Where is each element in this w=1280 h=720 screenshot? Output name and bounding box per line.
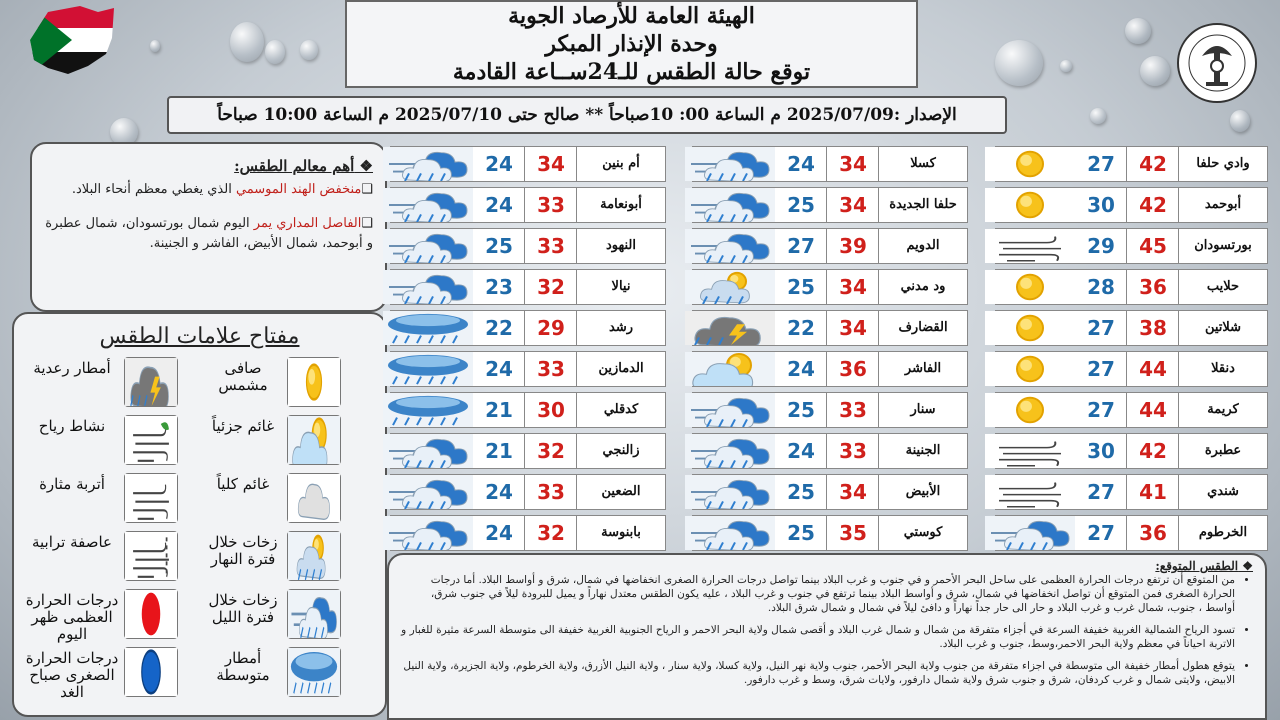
blowing-dust-icon (985, 475, 1075, 509)
expected-title: ❖ الطقس المتوقع: (1155, 559, 1253, 573)
station-row (390, 228, 666, 264)
max-temp: 33 (524, 229, 577, 263)
thunderstorm-icon (124, 357, 178, 407)
sun-icon (985, 311, 1075, 345)
station-name: رشد (576, 311, 665, 345)
station-name: شلاتين (1178, 311, 1267, 345)
max-temp: 36 (826, 352, 879, 386)
key-item-label: صافى مشمس (218, 359, 268, 394)
max-temp: 32 (524, 270, 577, 304)
min-temp: 27 (774, 229, 827, 263)
min-temp: 30 (1074, 188, 1127, 222)
key-item-label: درجات الحرارة الصغرى صباح الغد (25, 649, 119, 701)
header-line3: توقع حالة الطقس للـ24ســاعة القادمة (452, 59, 811, 85)
max-temp: 42 (1126, 147, 1179, 181)
header-title-box (345, 0, 918, 88)
station-row (995, 392, 1268, 428)
feature-item-2: ❑الفاصل المداري يمر اليوم شمال بورتسودان، شمال عطبرة و أبوحمد، شمال الأبيض، الفاشر و الجنينة. (45, 216, 373, 251)
station-row (390, 310, 666, 346)
station-name: أم بنين (576, 147, 665, 181)
station-name: حلفا الجديدة (878, 188, 967, 222)
max-temp: 42 (1126, 434, 1179, 468)
max-temp: 34 (826, 475, 879, 509)
max-temp: 33 (524, 188, 577, 222)
night-showers-icon (383, 270, 473, 304)
night-showers-icon (685, 229, 775, 263)
key-item-label: زخات خلال فترة النهار (208, 533, 278, 568)
key-item-label: غائم جزئياً (211, 417, 275, 435)
night-showers-icon (383, 434, 473, 468)
station-name: بورتسودان (1178, 229, 1267, 263)
sun-icon (985, 352, 1075, 386)
night-showers-icon (685, 434, 775, 468)
min-temp: 25 (774, 475, 827, 509)
blowing-dust-icon (985, 229, 1075, 263)
night-showers-icon (685, 516, 775, 550)
wind-icon (124, 415, 178, 465)
meteorological-authority-logo (1176, 22, 1258, 104)
min-temp: 27 (1074, 352, 1127, 386)
max-temp: 34 (826, 311, 879, 345)
station-row (390, 433, 666, 469)
min-temp: 27 (1074, 311, 1127, 345)
min-temp: 25 (774, 188, 827, 222)
min-temp: 21 (472, 434, 525, 468)
key-item-label: زخات خلال فترة الليل (208, 591, 278, 626)
station-name: كسلا (878, 147, 967, 181)
max-temp: 45 (1126, 229, 1179, 263)
min-temp: 27 (1074, 516, 1127, 550)
station-row (995, 515, 1268, 551)
key-item-label: نشاط رياح (38, 417, 106, 435)
station-name: سنار (878, 393, 967, 427)
key-item (199, 586, 374, 644)
header-line1: الهيئة العامة للأرصاد الجوية (508, 3, 755, 29)
key-item (20, 470, 195, 528)
min-temp: 25 (774, 270, 827, 304)
min-temp: 29 (1074, 229, 1127, 263)
station-name: الدمازين (576, 352, 665, 386)
station-row (995, 269, 1268, 305)
min-temp-icon (124, 647, 178, 697)
station-row (995, 146, 1268, 182)
key-item (199, 644, 374, 702)
station-row (995, 474, 1268, 510)
night-showers-icon (383, 516, 473, 550)
station-name: الضعين (576, 475, 665, 509)
key-title: مفتاح علامات الطقس (99, 324, 300, 349)
station-row (692, 392, 968, 428)
max-temp: 42 (1126, 188, 1179, 222)
key-item-label: عاصفة ترابية (31, 533, 113, 551)
min-temp: 28 (1074, 270, 1127, 304)
max-temp: 34 (524, 147, 577, 181)
sun-icon (985, 270, 1075, 304)
night-showers-icon (685, 393, 775, 427)
station-row (692, 515, 968, 551)
weather-features-panel (30, 142, 387, 312)
max-temp: 35 (826, 516, 879, 550)
max-temp: 32 (524, 434, 577, 468)
station-row (692, 146, 968, 182)
station-name: نيالا (576, 270, 665, 304)
min-temp: 24 (774, 434, 827, 468)
sun-icon (985, 147, 1075, 181)
min-temp: 24 (472, 475, 525, 509)
key-item-label: أمطار متوسطة (216, 649, 270, 684)
min-temp: 30 (1074, 434, 1127, 468)
expected-weather-panel (387, 553, 1267, 720)
station-row (390, 269, 666, 305)
expected-temperature: • من المتوقع أن ترتفع درجات الحرارة العظمى على ساحل البحر الأحمر و في جنوب و غرب البلاد بينما تواصل درجات الحرارة الصغرى انخفاضها في شمال، شرق و أواسط البلاد. أما درجات الحرارة الصغرى فمن المتوقع أن تواصل انخفاضها في شمال، شرق و أواسط البلاد بينما ترتفع في جنوب و غرب البلاد ، عليه يكون الطقس معتدل نهاراً و يميل للبرودة ليلاً في جنوب شرق، أواسط ، جنوب، شمال غرب و غرب البلاد و حار الى حار جداً نهاراً و دافئ ليلاً في شمال و شمال شرق البلاد. (401, 573, 1235, 615)
min-temp: 22 (774, 311, 827, 345)
station-name: عطبرة (1178, 434, 1267, 468)
night-showers-icon (383, 147, 473, 181)
min-temp: 24 (472, 352, 525, 386)
key-item-label: درجات الحرارة العظمى ظهر اليوم (25, 591, 119, 643)
station-row (390, 187, 666, 223)
station-row (390, 146, 666, 182)
station-row (692, 187, 968, 223)
station-name: القضارف (878, 311, 967, 345)
station-row (390, 515, 666, 551)
station-row (692, 351, 968, 387)
moderate-rain-icon (287, 647, 341, 697)
key-item (20, 528, 195, 586)
station-row (390, 351, 666, 387)
station-row (390, 474, 666, 510)
weather-key-panel (12, 312, 387, 717)
max-temp: 39 (826, 229, 879, 263)
station-name: حلايب (1178, 270, 1267, 304)
station-row (995, 310, 1268, 346)
station-name: شندي (1178, 475, 1267, 509)
moderate-rain-icon (383, 393, 473, 427)
cloudy-icon (287, 473, 341, 523)
station-name: زالنجي (576, 434, 665, 468)
key-item (199, 470, 374, 528)
station-row (995, 187, 1268, 223)
sudan-flag-icon (28, 4, 118, 76)
max-temp: 36 (1126, 516, 1179, 550)
key-item (199, 528, 374, 586)
min-temp: 24 (472, 516, 525, 550)
night-showers-icon (685, 147, 775, 181)
max-temp: 33 (826, 434, 879, 468)
station-row (692, 433, 968, 469)
max-temp: 33 (524, 352, 577, 386)
station-name: الدويم (878, 229, 967, 263)
max-temp: 36 (1126, 270, 1179, 304)
max-temp: 44 (1126, 352, 1179, 386)
max-temp: 32 (524, 516, 577, 550)
blowing-dust-icon (124, 473, 178, 523)
max-temp: 34 (826, 147, 879, 181)
thunderstorm-icon (685, 311, 775, 345)
day-showers-icon (685, 270, 775, 304)
partly-cloudy-icon (685, 352, 775, 386)
min-temp: 27 (1074, 475, 1127, 509)
min-temp: 25 (774, 393, 827, 427)
night-showers-icon (383, 475, 473, 509)
key-item-label: غائم كلياً (216, 475, 270, 493)
issue-date-bar: الإصدار :2025/07/09 م الساعة 00: 10صباحاً ** صالح حتى 2025/07/10 م الساعة 10:00 صباحاً (167, 96, 1007, 134)
features-title: ❖ أهم معالم الطقس: (234, 157, 373, 175)
min-temp: 22 (472, 311, 525, 345)
expected-rain: • يتوقع هطول أمطار خفيفة الى متوسطة في اجزاء متفرقة من جنوب ولاية البحر الأحمر، جنوب ولاية نهر النيل، ولاية كسلا، ولاية سنار ، ولاية النيل الأزرق، ولاية الخرطوم، ولاية الجزيرة، ولاية النيل الابيض، ولايتى شمال و غرب كردفان، شرق و جنوب شرق ولاية شمال دارفور، ولايات شرق، وسط و غرب دارفور. (401, 659, 1235, 687)
moderate-rain-icon (383, 311, 473, 345)
night-showers-icon (685, 475, 775, 509)
night-showers-icon (985, 516, 1075, 550)
max-temp: 29 (524, 311, 577, 345)
min-temp: 24 (472, 147, 525, 181)
station-row (995, 433, 1268, 469)
station-row (692, 228, 968, 264)
min-temp: 27 (1074, 147, 1127, 181)
key-item-label: أتربة مثارة (39, 475, 105, 493)
station-name: أبوحمد (1178, 188, 1267, 222)
key-item (20, 412, 195, 470)
station-row (692, 269, 968, 305)
sun-icon (985, 188, 1075, 222)
station-name: الخرطوم (1178, 516, 1267, 550)
sun-icon (287, 357, 341, 407)
min-temp: 25 (774, 516, 827, 550)
station-name: كريمة (1178, 393, 1267, 427)
max-temp: 34 (826, 270, 879, 304)
key-item (20, 586, 195, 644)
expected-wind: • تسود الرياح الشمالية الغربية خفيفة السرعة في أجزاء متفرقة من شمال و شمال غرب البلاد و أقصى شمال ولاية البحر الاحمر و الرياح الجنوبية الغربية خفيفة الى متوسطة السرعة مثيرة للغبار و الاتربة احياناً في معظم ولاية البحر الاحمر،وسط، جنوب و غرب البلاد. (401, 623, 1235, 651)
min-temp: 24 (774, 352, 827, 386)
station-name: بابنوسة (576, 516, 665, 550)
min-temp: 24 (774, 147, 827, 181)
night-showers-icon (383, 229, 473, 263)
station-row (692, 474, 968, 510)
night-showers-icon (685, 188, 775, 222)
dust-storm-icon (124, 531, 178, 581)
station-row (692, 310, 968, 346)
key-item (20, 354, 195, 412)
station-name: الأبيض (878, 475, 967, 509)
station-name: الفاشر (878, 352, 967, 386)
blowing-dust-icon (985, 434, 1075, 468)
feature-item-1: ❑منخفض الهند الموسمي الذي يغطي معظم أنحاء البلاد. (71, 182, 373, 197)
max-temp: 38 (1126, 311, 1179, 345)
station-name: أبونعامة (576, 188, 665, 222)
min-temp: 21 (472, 393, 525, 427)
max-temp: 30 (524, 393, 577, 427)
night-showers-icon (287, 589, 341, 639)
max-temp: 33 (826, 393, 879, 427)
key-item (20, 644, 195, 702)
min-temp: 25 (472, 229, 525, 263)
station-name: ود مدني (878, 270, 967, 304)
min-temp: 23 (472, 270, 525, 304)
moderate-rain-icon (383, 352, 473, 386)
night-showers-icon (383, 188, 473, 222)
min-temp: 27 (1074, 393, 1127, 427)
key-item-label: أمطار رعدية (33, 359, 111, 377)
max-temp: 44 (1126, 393, 1179, 427)
partly-cloudy-icon (287, 415, 341, 465)
station-name: دنقلا (1178, 352, 1267, 386)
station-name: كوستي (878, 516, 967, 550)
station-row (995, 351, 1268, 387)
header-line2: وحدة الإنذار المبكر (545, 31, 718, 57)
key-item (199, 354, 374, 412)
sun-icon (985, 393, 1075, 427)
max-temp: 34 (826, 188, 879, 222)
day-showers-icon (287, 531, 341, 581)
station-name: الجنينة (878, 434, 967, 468)
station-name: النهود (576, 229, 665, 263)
max-temp-icon (124, 589, 178, 639)
max-temp: 33 (524, 475, 577, 509)
station-row (995, 228, 1268, 264)
station-name: كدقلي (576, 393, 665, 427)
station-name: وادي حلفا (1178, 147, 1267, 181)
key-item (199, 412, 374, 470)
station-row (390, 392, 666, 428)
max-temp: 41 (1126, 475, 1179, 509)
min-temp: 24 (472, 188, 525, 222)
